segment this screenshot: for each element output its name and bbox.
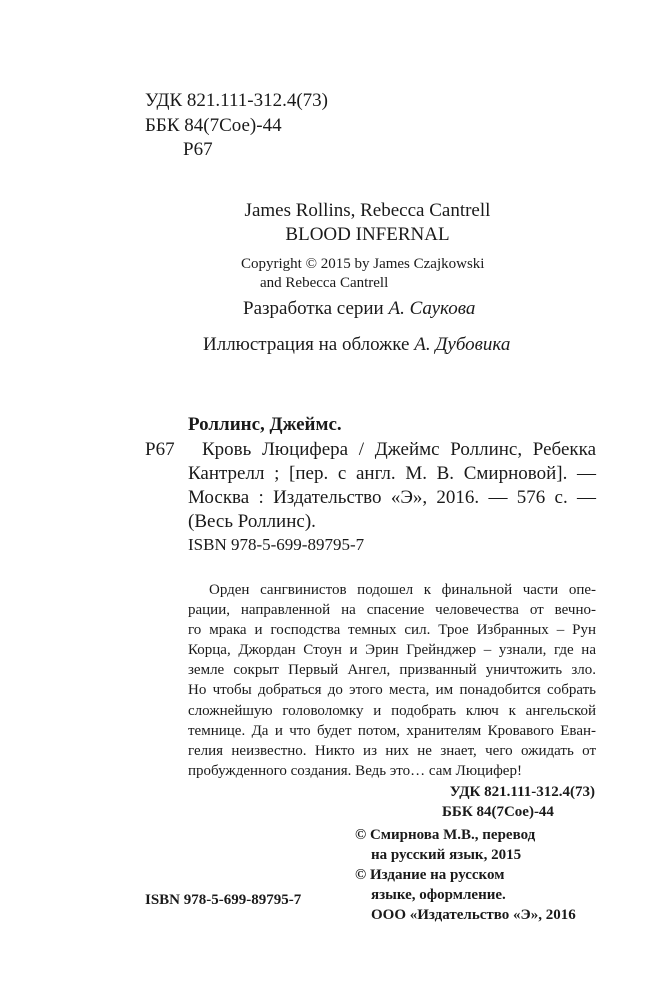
series-person: А. Саукова (388, 298, 476, 319)
annotation-line: земле сокрыт Первый Ангел, призванный уничтожить зло. (188, 662, 596, 679)
copyright-line: ООО «Издательство «Э», 2016 (371, 907, 576, 923)
author-sign: Р67 (183, 139, 213, 160)
copyright-line-1: Copyright © 2015 by James Czajkowski (241, 256, 485, 272)
copyright-line-2: and Rebecca Cantrell (260, 275, 389, 291)
catalog-isbn: ISBN 978-5-699-89795-7 (188, 535, 365, 554)
catalog-sign: Р67 (145, 439, 175, 460)
bbk-code: ББК 84(7Сое)-44 (145, 115, 282, 136)
annotation-line: го мрака и господства темных сил. Трое Избранных – Рун (188, 622, 596, 639)
annotation-udk: УДК 821.111-312.4(73) (449, 784, 595, 800)
original-title: BLOOD INFERNAL (285, 224, 450, 245)
annotation-line: пробужденного создания. Ведь это… сам Люцифер! (188, 762, 522, 779)
annotation-line: Орден сангвинистов подошел к финальной части опе- (209, 582, 596, 598)
annotation-line: темнице. Да и что будет потом, хранителям Кровавого Еван- (188, 722, 596, 739)
series-credit (243, 297, 475, 321)
series-label: Разработка серии (243, 298, 389, 319)
catalog-line: Кантрелл ; [пер. с англ. М. В. Смирновой]. — (188, 463, 596, 484)
annotation-line: Но чтобы добраться до этого места, им понадобится собрать (188, 682, 596, 699)
catalog-line: Кровь Люцифера / Джеймс Роллинс, Ребекка (202, 439, 596, 460)
udk-code: УДК 821.111-312.4(73) (145, 90, 328, 111)
annotation-line: рации, направленной на спасение человечества от вечно- (188, 602, 596, 619)
catalog-description (188, 438, 596, 534)
copyright-line: © Смирнова М.В., перевод (355, 827, 536, 843)
illustration-credit (203, 333, 510, 357)
catalog-line: (Весь Роллинс). (188, 511, 316, 532)
copyright-line: языке, оформление. (371, 887, 506, 903)
illustration-label: Иллюстрация на обложке (203, 334, 415, 355)
annotation-line: гелия неизвестно. Никто из них не знает, чего ожидать от (188, 742, 596, 759)
footer-copyright (355, 825, 576, 925)
catalog-line: Москва : Издательство «Э», 2016. — 576 с. — (188, 487, 596, 508)
annotation-bbk: ББК 84(7Сое)-44 (442, 804, 554, 820)
illustration-person: А. Дубовика (414, 334, 511, 355)
copyright-line: © Издание на русском (355, 867, 505, 883)
footer-isbn: ISBN 978-5-699-89795-7 (145, 892, 302, 908)
catalog-heading: Роллинс, Джеймс. (188, 414, 342, 435)
copyright-line: на русский язык, 2015 (371, 847, 522, 863)
original-authors: James Rollins, Rebecca Cantrell (244, 200, 491, 221)
annotation (188, 580, 596, 781)
annotation-line: сложнейшую головоломку и подобрать ключ к ангельской (188, 702, 596, 719)
annotation-line: Корца, Джордан Стоун и Эрин Грейнджер – узнали, где на (188, 642, 596, 659)
